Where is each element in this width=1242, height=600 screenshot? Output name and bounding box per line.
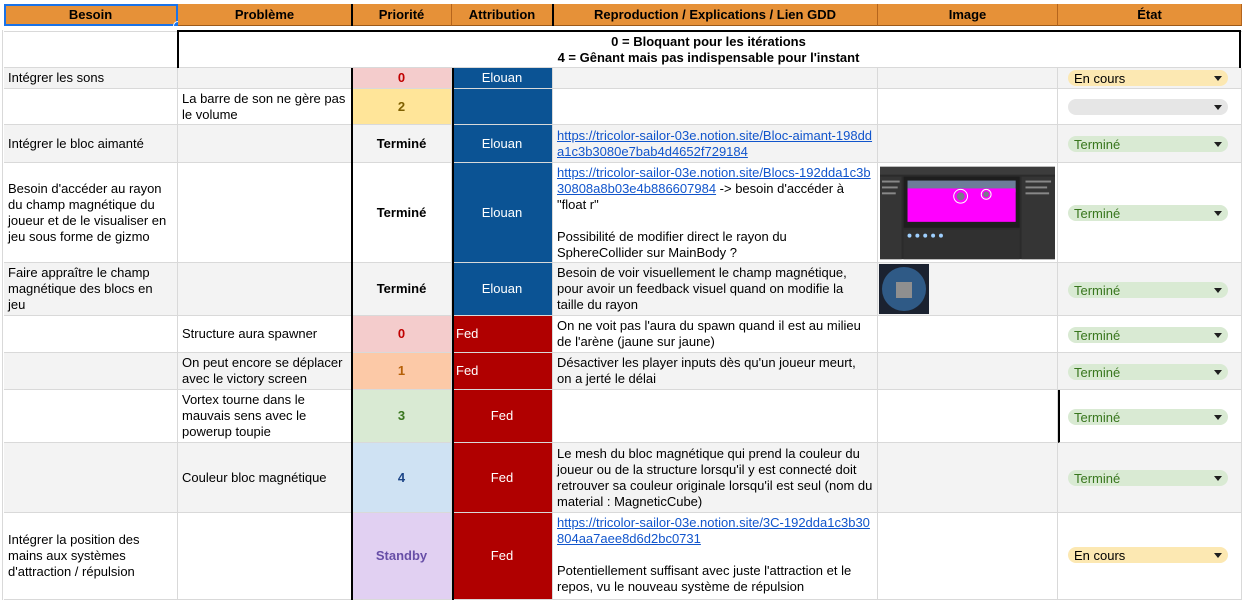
assignee-name: Fed	[490, 469, 514, 485]
header-probleme[interactable]	[178, 4, 352, 26]
header-reproduction-label: Reproduction / Explications / Lien GDD	[594, 7, 836, 22]
status-label: Terminé	[1074, 364, 1121, 380]
cell-priorite-r5[interactable]	[352, 316, 452, 353]
cell-priorite-r7[interactable]	[352, 390, 452, 443]
repro-text: On ne voit pas l'aura du spawn quand il est au milieu de l'arène (jaune sur jaune)	[557, 318, 861, 349]
header-besoin[interactable]	[4, 4, 178, 26]
chevron-down-icon	[1214, 105, 1222, 110]
priority-value: 3	[397, 408, 406, 423]
cell-attribution-r0[interactable]	[452, 68, 553, 89]
cell-besoin-r0[interactable]	[4, 68, 178, 89]
cell-priorite-r9[interactable]	[352, 513, 452, 600]
cell-repro-r9[interactable]	[553, 513, 878, 600]
cell-attribution-r6[interactable]	[452, 353, 553, 390]
probleme-text: Couleur bloc magnétique	[182, 469, 327, 485]
cell-repro-r3[interactable]	[553, 163, 878, 263]
priority-value: 4	[397, 469, 406, 485]
header-attribution-label: Attribution	[468, 7, 536, 22]
cell-attribution-r9[interactable]	[452, 513, 553, 600]
cell-image-r0[interactable]	[878, 68, 1058, 89]
cell-attribution-r4[interactable]	[452, 263, 553, 316]
chevron-down-icon	[1214, 333, 1222, 338]
chevron-down-icon	[1214, 370, 1222, 375]
gdd-link[interactable]: https://tricolor-sailor-03e.notion.site/Bloc-aimant-198dda1c3b3080e7bab4d4652f729184	[557, 127, 873, 159]
gdd-link[interactable]: https://tricolor-sailor-03e.notion.site/Blocs-192dda1c3b30808a8b03e4b886607984	[557, 165, 871, 196]
unity-editor-screenshot[interactable]	[880, 166, 1055, 260]
assignee-name: Fed	[490, 408, 514, 423]
status-label: En cours	[1074, 547, 1126, 563]
header-priorite-label: Priorité	[378, 7, 425, 22]
magnetic-field-thumbnail[interactable]	[879, 264, 929, 314]
cell-repro-r6[interactable]	[553, 353, 878, 390]
border-right-priorite	[452, 68, 454, 600]
status-dropdown-r9[interactable]	[1068, 547, 1228, 563]
assignee-name: Fed	[456, 326, 479, 341]
cell-probleme-r5[interactable]	[178, 316, 352, 353]
cell-repro-r8[interactable]	[553, 443, 878, 513]
cell-image-r8[interactable]	[878, 443, 1058, 513]
priority-value: 2	[397, 98, 406, 114]
repro-text: Le mesh du bloc magnétique qui prend la couleur du joueur ou de la structure lorsqu'il y est connecté doit retrouver sa couleur originale lorsqu'il est seul (nom du material : MagneticCube)	[557, 445, 873, 509]
status-dropdown-r0[interactable]	[1068, 70, 1228, 86]
cell-image-r7[interactable]	[878, 390, 1058, 443]
cell-probleme-r2[interactable]	[178, 125, 352, 163]
header-image-label: Image	[948, 7, 987, 22]
cell-priorite-r3[interactable]	[352, 163, 452, 263]
cell-besoin-r1[interactable]	[4, 89, 178, 125]
header-etat[interactable]	[1058, 4, 1242, 26]
cell-besoin-r5[interactable]	[4, 316, 178, 353]
status-label: Terminé	[1074, 409, 1121, 425]
besoin-text: Intégrer la position des mains aux systèmes d'attraction / répulsion	[8, 532, 140, 579]
assignee-name: Elouan	[481, 135, 523, 151]
priority-value: 0	[397, 70, 406, 85]
cell-probleme-r1[interactable]	[178, 89, 352, 125]
border-top-legend	[177, 30, 1241, 32]
probleme-text: On peut encore se déplacer avec le victory screen	[182, 355, 343, 386]
cell-image-r1[interactable]	[878, 89, 1058, 125]
besoin-text: Faire appraître le champ magnétique des blocs en jeu	[8, 265, 153, 312]
status-dropdown-r4[interactable]	[1068, 282, 1228, 298]
chevron-down-icon	[1214, 415, 1222, 420]
border-hdr-priorite	[351, 4, 353, 26]
cell-attribution-r8[interactable]	[452, 443, 553, 513]
assignee-name: Fed	[490, 548, 514, 563]
cell-repro-r1[interactable]	[553, 89, 878, 125]
cell-probleme-r8[interactable]	[178, 443, 352, 513]
header-priorite[interactable]	[352, 4, 452, 26]
priority-value: Standby	[375, 548, 428, 563]
assignee-name: Elouan	[481, 204, 523, 220]
assignee-name: Elouan	[481, 70, 523, 85]
header-etat-label: État	[1137, 7, 1162, 22]
cell-besoin-r4[interactable]	[4, 263, 178, 316]
cell-repro-r7[interactable]	[553, 390, 878, 443]
cell-besoin-r7[interactable]	[4, 390, 178, 443]
besoin-text: Intégrer le bloc aimanté	[8, 135, 144, 151]
cell-attribution-r7[interactable]	[452, 390, 553, 443]
assignee-name: Fed	[456, 363, 479, 378]
header-probleme-label: Problème	[234, 7, 295, 22]
cell-repro-r2[interactable]	[553, 125, 878, 163]
status-dropdown-r5[interactable]	[1068, 327, 1228, 343]
probleme-text: Vortex tourne dans le mauvais sens avec le powerup toupie	[182, 392, 307, 439]
priority-value: Terminé	[376, 281, 427, 296]
gdd-link[interactable]: https://tricolor-sailor-03e.notion.site/3C-192dda1c3b30804aa7aee8d6d2bc0731	[557, 515, 870, 546]
status-label: Terminé	[1074, 205, 1121, 221]
legend-line-1: 0 = Bloquant pour les itérations	[611, 33, 806, 49]
probleme-text: Structure aura spawner	[182, 326, 318, 341]
cell-repro-r5[interactable]	[553, 316, 878, 353]
assignee-name: Elouan	[481, 281, 523, 296]
priority-value: 1	[397, 363, 406, 378]
cell-besoin-r8[interactable]	[4, 443, 178, 513]
probleme-text: La barre de son ne gère pas le volume	[182, 90, 346, 122]
cell-attribution-r5[interactable]	[452, 316, 553, 353]
status-dropdown-r3[interactable]	[1068, 205, 1228, 221]
header-image[interactable]	[878, 4, 1058, 26]
cell-probleme-r0[interactable]	[178, 68, 352, 89]
cell-probleme-r4[interactable]	[178, 263, 352, 316]
cell-besoin-r9[interactable]	[4, 513, 178, 600]
cell-priorite-r8[interactable]	[352, 443, 452, 513]
cell-image-r6[interactable]	[878, 353, 1058, 390]
repro-link-suffix: -> besoin d'accéder à "float r"	[557, 181, 844, 212]
border-right-legend	[1239, 30, 1241, 68]
border-left-sheet	[2, 30, 3, 600]
legend-cell[interactable]	[178, 32, 1240, 68]
repro-text: Potentiellement suffisant avec juste l'attraction et le repos, vu le nouveau système de répulsion	[557, 563, 852, 594]
repro-text: Besoin de voir visuellement le champ magnétique, pour avoir un feedback visuel quand on modifie la taille du rayon	[557, 265, 847, 312]
status-label: En cours	[1074, 70, 1126, 86]
legend-line-2: 4 = Gênant mais pas indispensable pour l'instant	[557, 49, 860, 65]
cell-attribution-r3[interactable]	[452, 163, 553, 263]
header-reproduction[interactable]	[553, 4, 878, 26]
header-attribution[interactable]	[452, 4, 553, 26]
besoin-text: Intégrer les sons	[8, 70, 105, 85]
cell-priorite-r1[interactable]	[352, 89, 452, 125]
status-label: Terminé	[1074, 470, 1121, 486]
status-dropdown-r8[interactable]	[1068, 470, 1228, 486]
cell-repro-r4[interactable]	[553, 263, 878, 316]
status-label: Terminé	[1074, 282, 1121, 298]
priority-value: Terminé	[376, 135, 427, 151]
cell-image-r5[interactable]	[878, 316, 1058, 353]
cell-probleme-r9[interactable]	[178, 513, 352, 600]
cell-priorite-r6[interactable]	[352, 353, 452, 390]
border-left-priorite	[351, 68, 353, 600]
chevron-down-icon	[1214, 476, 1222, 481]
cell-priorite-r2[interactable]	[352, 125, 452, 163]
chevron-down-icon	[1214, 211, 1222, 216]
priority-value: Terminé	[376, 204, 427, 220]
chevron-down-icon	[1214, 142, 1222, 147]
cell-attribution-r1[interactable]	[452, 89, 553, 125]
border-hdr-repro	[552, 4, 554, 26]
cell-probleme-r3[interactable]	[178, 163, 352, 263]
status-dropdown-r6[interactable]	[1068, 364, 1228, 380]
cell-image-r9[interactable]	[878, 513, 1058, 600]
cell-priorite-r4[interactable]	[352, 263, 452, 316]
header-besoin-label: Besoin	[68, 7, 113, 22]
cell-besoin-r3[interactable]	[4, 163, 178, 263]
cell-probleme-r6[interactable]	[178, 353, 352, 390]
status-dropdown-r1[interactable]	[1068, 99, 1228, 115]
cell-repro-r0[interactable]	[553, 68, 878, 89]
status-label: Terminé	[1074, 327, 1121, 343]
repro-text: Possibilité de modifier direct le rayon du SphereCollider sur MainBody ?	[557, 229, 787, 260]
cell-image-r4[interactable]	[878, 263, 1058, 316]
cell-besoin-r2[interactable]	[4, 125, 178, 163]
priority-value: 0	[397, 326, 406, 341]
cell-image-r2[interactable]	[878, 125, 1058, 163]
besoin-text: Besoin d'accéder au rayon du champ magnétique du joueur et de le visualiser en jeu sous forme de gizmo	[8, 180, 167, 244]
chevron-down-icon	[1214, 76, 1222, 81]
chevron-down-icon	[1214, 288, 1222, 293]
cell-besoin-r6[interactable]	[4, 353, 178, 390]
cell-attribution-r2[interactable]	[452, 125, 553, 163]
cell-image-r3[interactable]	[878, 163, 1058, 263]
cell-probleme-r7[interactable]	[178, 390, 352, 443]
border-left-legend	[177, 32, 179, 68]
repro-text: Désactiver les player inputs dès qu'un joueur meurt, on a jerté le délai	[557, 355, 856, 386]
status-label: Terminé	[1074, 136, 1121, 152]
chevron-down-icon	[1214, 553, 1222, 558]
cell-priorite-r0[interactable]	[352, 68, 452, 89]
status-dropdown-r2[interactable]	[1068, 136, 1228, 152]
legend-left-cell[interactable]	[4, 32, 178, 68]
status-dropdown-r7[interactable]	[1068, 409, 1228, 425]
